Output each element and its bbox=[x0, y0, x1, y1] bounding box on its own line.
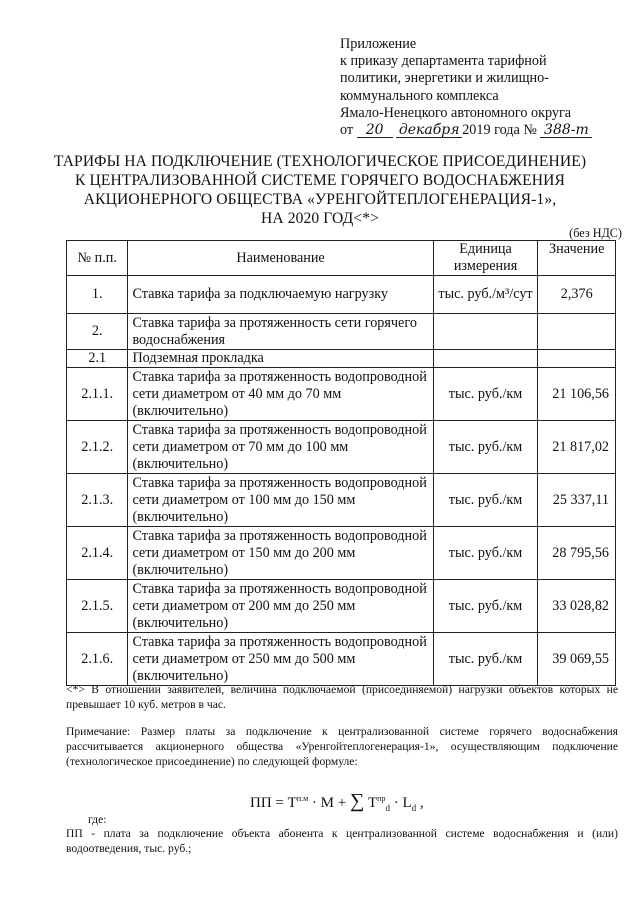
header-unit: Единица измерения bbox=[433, 241, 538, 276]
row-value: 21 817,02 bbox=[538, 421, 616, 474]
row-value: 39 069,55 bbox=[538, 633, 616, 686]
table-row bbox=[67, 421, 616, 474]
table-row bbox=[67, 580, 616, 633]
row-value bbox=[538, 314, 616, 350]
formula-sum-icon: ∑ bbox=[349, 790, 365, 812]
where-label: где: bbox=[88, 813, 107, 826]
row-number: 2. bbox=[67, 314, 128, 350]
row-unit: тыс. руб./км bbox=[433, 421, 538, 474]
formula-lhs: ПП bbox=[250, 795, 272, 811]
table-row bbox=[67, 276, 616, 314]
row-number: 2.1.1. bbox=[67, 368, 128, 421]
row-number: 2.1.3. bbox=[67, 474, 128, 527]
row-number: 2.1.5. bbox=[67, 580, 128, 633]
formula-l: L bbox=[402, 795, 412, 811]
row-value: 2,376 bbox=[538, 276, 616, 314]
row-unit bbox=[433, 314, 538, 350]
table-row bbox=[67, 527, 616, 580]
date-prefix: от bbox=[340, 122, 354, 139]
row-number: 2.1 bbox=[67, 350, 128, 368]
formula-equals: = bbox=[275, 795, 284, 811]
vat-note: (без НДС) bbox=[569, 226, 622, 240]
header-value: Значение bbox=[538, 241, 616, 276]
row-number: 2.1.6. bbox=[67, 633, 128, 686]
handwritten-order-number: 388-т bbox=[540, 124, 592, 138]
order-date-line bbox=[340, 122, 630, 139]
appendix-line: к приказу департамента тарифной bbox=[340, 53, 547, 70]
formula-t-sum-sub: d bbox=[385, 803, 390, 813]
header-number: № п.п. bbox=[67, 241, 128, 276]
row-value: 33 028,82 bbox=[538, 580, 616, 633]
row-unit: тыс. руб./км bbox=[433, 633, 538, 686]
formula-l-sub: d bbox=[411, 803, 417, 813]
appendix-line: политики, энергетики и жилищно- bbox=[340, 70, 549, 87]
formula-m: М bbox=[320, 795, 334, 811]
row-unit: тыс. руб./км bbox=[433, 474, 538, 527]
formula-comma: , bbox=[416, 795, 424, 811]
handwritten-month: декабря bbox=[396, 124, 462, 138]
document-title bbox=[20, 152, 620, 228]
handwritten-day: 20 bbox=[357, 124, 393, 138]
formula-plus: + bbox=[337, 795, 347, 811]
row-name: Ставка тарифа за протяженность водопроводной сети диаметром от 200 мм до 250 мм (включительно) bbox=[128, 580, 433, 633]
title-line: НА 2020 ГОД<*> bbox=[260, 210, 380, 227]
row-unit: тыс. руб./км bbox=[433, 368, 538, 421]
row-name: Ставка тарифа за протяженность водопроводной сети диаметром от 100 мм до 150 мм (включительно) bbox=[128, 474, 433, 527]
appendix-line: коммунального комплекса bbox=[340, 87, 499, 104]
tariff-table bbox=[66, 240, 616, 686]
table-row bbox=[67, 314, 616, 350]
formula-t-sum-sup: пр bbox=[377, 794, 386, 803]
appendix-line: Приложение bbox=[340, 36, 417, 52]
row-name: Ставка тарифа за протяженность водопроводной сети диаметром от 70 мм до 100 мм (включительно) bbox=[128, 421, 433, 474]
row-value: 28 795,56 bbox=[538, 527, 616, 580]
footnote: <*> В отношении заявителей, величина подключаемой (присоединяемой) нагрузки объектов которых не превышает 10 куб. метров в час. bbox=[66, 683, 618, 711]
row-name: Подземная прокладка bbox=[128, 350, 433, 368]
row-name: Ставка тарифа за протяженность водопроводной сети диаметром от 40 мм до 70 мм (включительно) bbox=[128, 368, 433, 421]
note-paragraph: Примечание: Размер платы за подключение к централизованной системе горячего водоснабжения рассчитывается акционерного общества «Уренгойтеплогенерация-1», осуществляющим подключение (технологическое присоединение) по следующей формуле: bbox=[66, 725, 618, 768]
row-number: 1. bbox=[67, 276, 128, 314]
payment-formula bbox=[250, 790, 510, 813]
row-number: 2.1.4. bbox=[67, 527, 128, 580]
table-row bbox=[67, 474, 616, 527]
formula-t-main: Т bbox=[287, 795, 297, 811]
row-value: 25 337,11 bbox=[538, 474, 616, 527]
formula-t-main-sup: п.м bbox=[296, 794, 309, 803]
row-unit: тыс. руб./м³/сут bbox=[433, 276, 538, 314]
title-line: АКЦИОНЕРНОГО ОБЩЕСТВА «УРЕНГОЙТЕПЛОГЕНЕРАЦИЯ-1», bbox=[83, 191, 557, 208]
definition-paragraph: ПП - плата за подключение объекта абонента к централизованной системе водоснабжения и (или) водоотведения, тыс. руб.; bbox=[66, 827, 618, 855]
table-row bbox=[67, 368, 616, 421]
row-unit: тыс. руб./км bbox=[433, 580, 538, 633]
table-row bbox=[67, 633, 616, 686]
row-name: Ставка тарифа за подключаемую нагрузку bbox=[128, 276, 433, 314]
row-number: 2.1.2. bbox=[67, 421, 128, 474]
title-line: ТАРИФЫ НА ПОДКЛЮЧЕНИЕ (ТЕХНОЛОГИЧЕСКОЕ ПРИСОЕДИНЕНИЕ) bbox=[53, 153, 587, 170]
table-header-row bbox=[67, 241, 616, 276]
appendix-header bbox=[340, 36, 630, 139]
formula-dot: · bbox=[393, 795, 399, 811]
title-line: К ЦЕНТРАЛИЗОВАННОЙ СИСТЕМЕ ГОРЯЧЕГО ВОДОСНАБЖЕНИЯ bbox=[75, 172, 565, 189]
header-name: Наименование bbox=[128, 241, 433, 276]
formula-t-sum: Т bbox=[367, 795, 378, 811]
appendix-line: Ямало-Ненецкого автономного округа bbox=[340, 104, 572, 121]
row-name: Ставка тарифа за протяженность водопроводной сети диаметром от 250 мм до 500 мм (включительно) bbox=[128, 633, 433, 686]
row-value bbox=[538, 350, 616, 368]
row-unit: тыс. руб./км bbox=[433, 527, 538, 580]
table-row bbox=[67, 350, 616, 368]
formula-dot: · bbox=[311, 795, 317, 811]
row-unit bbox=[433, 350, 538, 368]
row-value: 21 106,56 bbox=[538, 368, 616, 421]
row-name: Ставка тарифа за протяженность сети горячего водоснабжения bbox=[128, 314, 433, 350]
row-name: Ставка тарифа за протяженность водопроводной сети диаметром от 150 мм до 200 мм (включительно) bbox=[128, 527, 433, 580]
year-text: 2019 года № bbox=[462, 122, 537, 139]
